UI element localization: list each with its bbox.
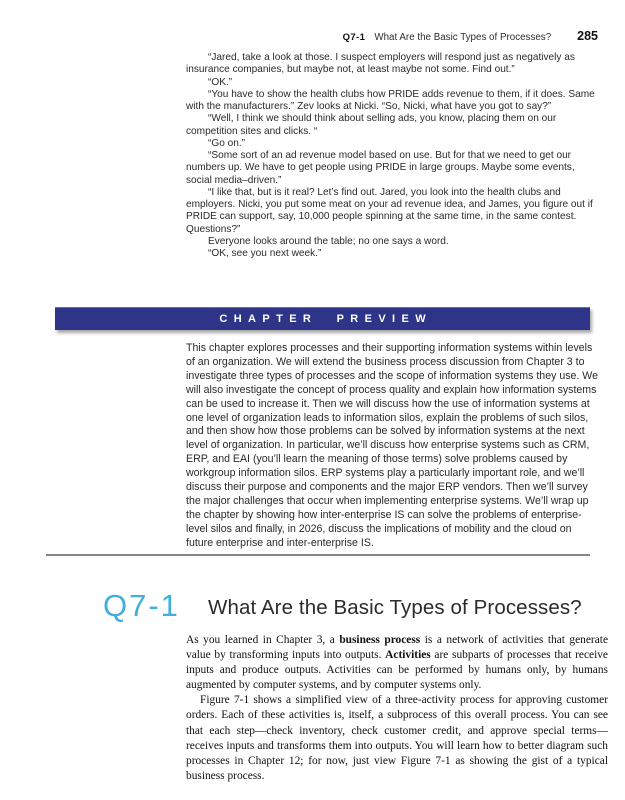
running-head-title: What Are the Basic Types of Processes? [374, 32, 552, 43]
body-paragraph: As you learned in Chapter 3, a business process is a network of activities that generate value by transforming inputs into outputs. Activities are subparts of processes that receive inputs and produce outputs. Activities can be performed by humans only, by humans augmented by computer systems, and by computer systems only. [186, 634, 608, 692]
vignette-paragraph: “Go on.” [208, 137, 246, 149]
running-head [0, 29, 598, 43]
vignette-paragraph: “OK.” [208, 76, 233, 88]
vignette-paragraph: “Some sort of an ad revenue model based on use. But for that we need to get our numbers up. We have to get people using PRIDE in large groups. Maybe some events, social media–driven.” [186, 150, 575, 186]
chapter-preview-text [186, 342, 598, 551]
section-title: What Are the Basic Types of Processes? [208, 596, 582, 619]
vignette-paragraph: Everyone looks around the table; no one says a word. [208, 235, 449, 247]
chapter-preview-banner-label: CHAPTER PREVIEW [219, 313, 432, 325]
chapter-preview-paragraph: This chapter explores processes and their supporting information systems within levels of an organization. We will extend the business process discussion from Chapter 3 to investigate three types of processes and the scope of information systems they use. We will also investigate the concept of process quality and explain how information systems can be used to increase it. Then we will discuss how the use of information systems at one level of organization leads to information silos, explain the problems of such silos, and then show how those problems can be solved by information systems at the next level of organization. In particular, we’ll discuss how enterprise systems such as CRM, ERP, and EAI (you’ll learn the meaning of those terms) solve problems caused by workgroup information silos. ERP systems play a particularly important role, and we’ll discuss their purpose and components and the major ERP vendors. Then we’ll survey the major challenges that occur when implementing enterprise systems. We’ll wrap up the chapter by showing how inter-enterprise IS can solve the problems of enterprise-level silos and finally, in 2026, discuss the implications of mobility and the cloud on future enterprise and inter-enterprise IS. [186, 342, 598, 549]
page-number: 285 [577, 29, 598, 43]
section-divider-rule [46, 554, 590, 556]
chapter-preview-banner [55, 307, 590, 330]
section-q-label: Q7-1 [103, 588, 180, 623]
running-head-q-label: Q7-1 [342, 32, 366, 43]
vignette-paragraph: “I like that, but is it real? Let’s find out. Jared, you look into the health clubs and employers. Nicki, you put some meat on your ad revenue idea, and James, you figure out if PRIDE can support, say, 10,000 people spinning at the same time, in the same contest. Questions?” [186, 186, 593, 235]
vignette-dialogue [186, 52, 600, 260]
vignette-paragraph: “Jared, take a look at those. I suspect employers will respond just as negatively as insurance companies, but maybe not, at least maybe not some. Find out.” [186, 52, 575, 76]
body-paragraph: Figure 7-1 shows a simplified view of a three-activity process for approving customer orders. Each of these activities is, itself, a subprocess of this overall process. You can see that each step—check inventory, check customer credit, and approve special terms—receives inputs and transforms them into outputs. You will learn how to better diagram such processes in Chapter 12; for now, just view Figure 7-1 as showing the gist of a typical business process. [186, 694, 608, 782]
vignette-paragraph: “You have to show the health clubs how PRIDE adds revenue to them, if it does. Same with the manufacturers.” Zev looks at Nicki. “So, Nicki, what have you got to say?” [186, 88, 595, 112]
vignette-paragraph: “Well, I think we should think about selling ads, you know, placing them on our competition sites and clicks. “ [186, 113, 557, 137]
section-body-text [186, 633, 608, 784]
vignette-paragraph: “OK, see you next week.” [208, 248, 322, 259]
